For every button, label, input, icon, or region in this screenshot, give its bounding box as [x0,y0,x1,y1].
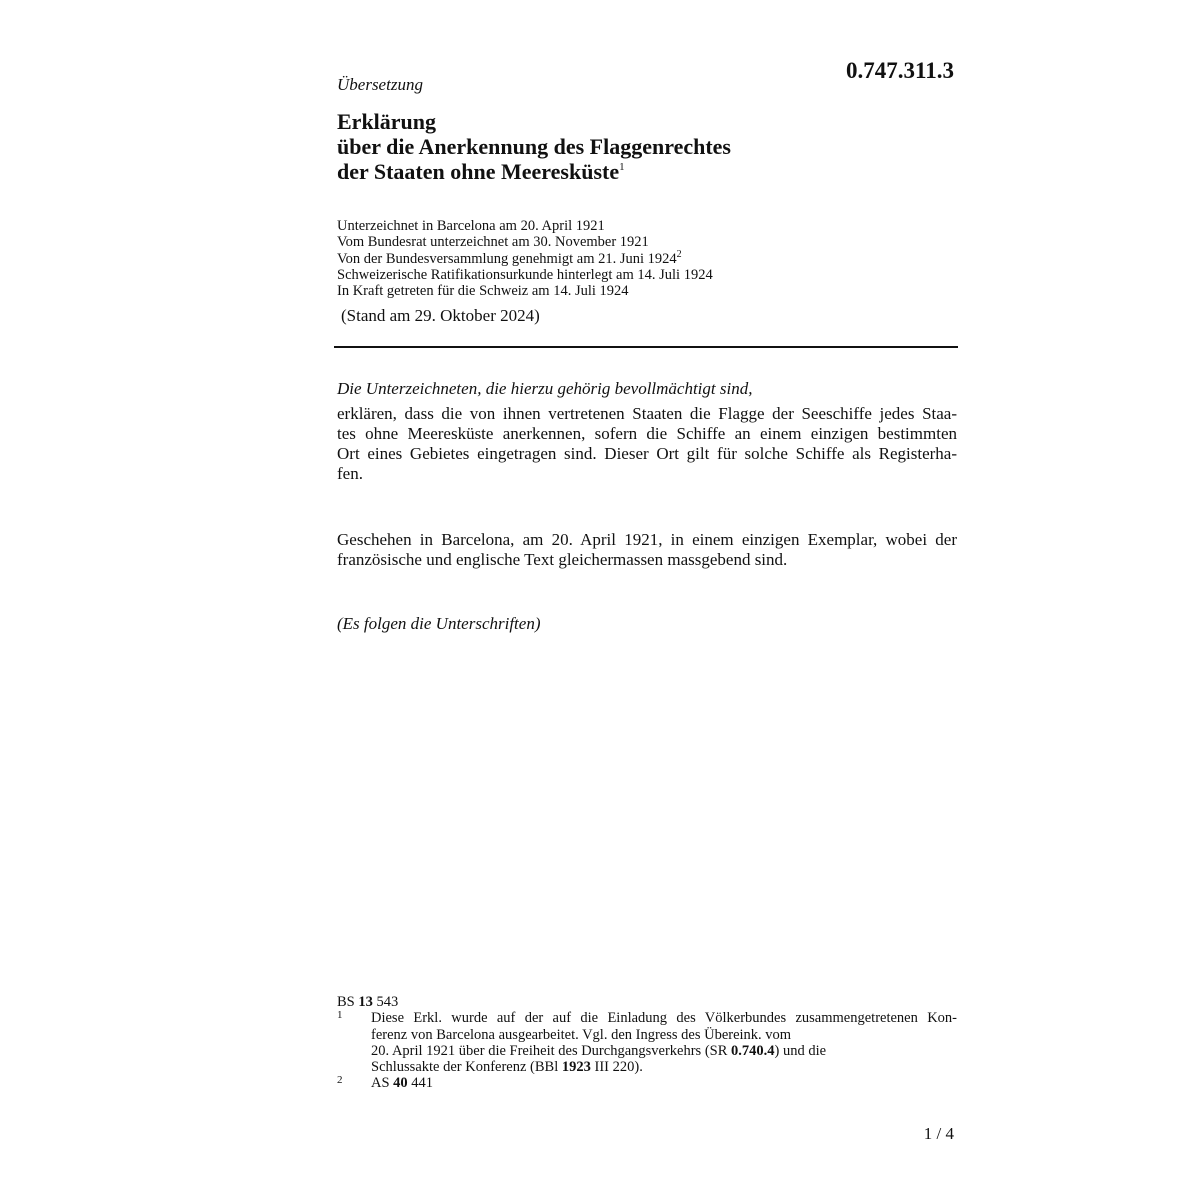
bbl-reference: 1923 [561,1059,591,1076]
footnote-ref-1[interactable]: 1 [619,161,625,173]
footnote-text: III 220). [590,1059,643,1076]
date-approved-text: Von der Bundesversammlung genehmigt am 21. Juni 1924 [337,250,677,267]
done-line: französische und englische Text gleichermassen massgebend sind. [337,550,788,569]
footnote-line: ferenz von Barcelona ausgearbeitet. Vgl. den Ingress des Übereink. vom [371,1026,792,1043]
as-page: 441 [411,1075,434,1092]
as-prefix: AS [371,1075,390,1092]
title-line-3 [337,159,731,184]
declaration-paragraph [337,404,957,484]
signatures-note: (Es folgen die Unterschriften) [337,614,541,633]
title-line-1: Erklärung [337,109,437,134]
declaration-line: erklären, dass die von ihnen vertretenen Staaten die Flagge der Seeschiffe jedes Staa- [337,404,957,423]
footnote-line [371,1075,957,1091]
date-signed: Unterzeichnet in Barcelona am 20. April 1921 [337,218,605,234]
footnote-number: 2 [337,1074,343,1087]
date-approved [337,248,713,267]
footnote-ref-2[interactable]: 2 [676,248,682,260]
footnote-number: 1 [337,1009,343,1022]
footnote-text: ) und die [774,1042,827,1059]
source-page: 543 [376,994,399,1010]
declaration-line: fen. [337,464,363,483]
document-title [337,109,731,184]
sr-reference-link[interactable]: 0.740.4 [731,1042,775,1059]
source-reference [337,994,957,1010]
date-ratification: Schweizerische Ratifikationsurkunde hinterlegt am 14. Juli 1924 [337,266,713,283]
page-number: 1 / 4 [923,1124,954,1143]
footnote-text: 20. April 1921 über die Freiheit des Durchgangsverkehrs (SR [371,1042,732,1059]
footnote-text: Schlussakte der Konferenz (BBl [371,1059,562,1076]
footnote-2 [337,1075,957,1091]
date-federal-council: Vom Bundesrat unterzeichnet am 30. November 1921 [337,234,649,251]
header-divider [334,346,958,348]
as-volume: 40 [393,1075,408,1092]
title-line-3-text: der Staaten ohne Meeresküste [337,159,620,184]
source-volume: 13 [358,994,373,1010]
translation-note: Übersetzung [337,75,423,94]
footnote-1 [337,1010,957,1075]
declaration-line: Ort eines Gebietes eingetragen sind. Dieser Ort gilt für solche Schiffe als Registerha- [337,444,957,463]
declaration-line: tes ohne Meeresküste anerkennen, sofern die Schiffe an einem einzigen bestimmten [337,424,957,443]
footnote-line [371,1059,957,1075]
footnote-line [371,1043,957,1059]
done-paragraph [337,530,957,570]
preamble: Die Unterzeichneten, die hierzu gehörig bevollmächtigt sind, [337,379,753,398]
sr-number: 0.747.311.3 [846,58,954,83]
title-line-2: über die Anerkennung des Flaggenrechtes [337,134,731,159]
status-date: (Stand am 29. Oktober 2024) [341,306,540,325]
footnotes [337,994,957,1092]
footnote-line: Diese Erkl. wurde auf der auf die Einladung des Völkerbundes zusammengetretenen Kon- [371,1010,957,1027]
date-in-force: In Kraft getreten für die Schweiz am 14. Juli 1924 [337,283,629,300]
dates-block [337,218,713,299]
source-prefix: BS [337,994,355,1010]
done-line: Geschehen in Barcelona, am 20. April 1921, in einem einzigen Exemplar, wobei der [337,530,957,549]
